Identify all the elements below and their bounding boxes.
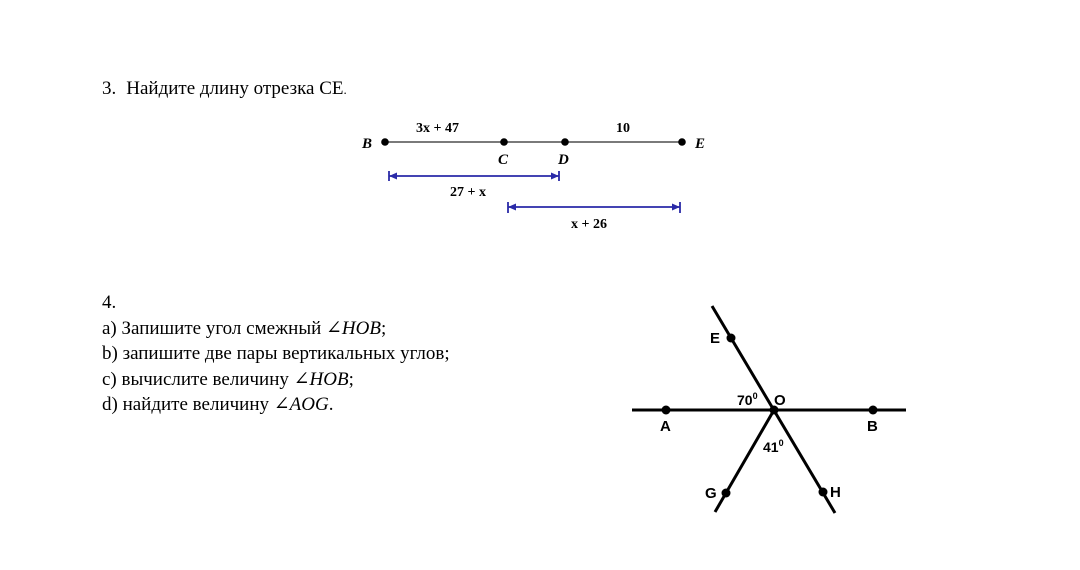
problem-4-b: b) запишите две пары вертикальных углов; — [102, 343, 450, 364]
problem-4-c-end: ; — [348, 368, 354, 390]
problem-4-d-text: d) найдите величину — [102, 394, 274, 415]
angle-41-value: 41 — [763, 439, 779, 455]
problem-4-a-text: a) Запишите угол смежный — [102, 317, 327, 339]
problem-4-number: 4. — [102, 292, 117, 313]
point-b-dot — [869, 406, 878, 415]
problem-3-period: . — [343, 82, 347, 97]
point-h-dot — [819, 488, 828, 497]
problem-3-text: Найдите длину отрезка CE — [126, 78, 344, 99]
angle-41-label — [763, 438, 784, 455]
problem-4-c-angle: ∠HOB — [293, 368, 349, 390]
label-bc: 3x + 47 — [416, 121, 459, 136]
label-g: G — [705, 485, 717, 502]
problem-4-a-end: ; — [380, 317, 387, 339]
label-b: B — [867, 418, 878, 435]
point-a-dot — [662, 406, 671, 415]
label-o: O — [774, 392, 786, 409]
problem-4-c-text: c) вычислите величину — [102, 368, 294, 390]
angle-70-degree: 0 — [752, 391, 758, 401]
label-e: E — [710, 330, 721, 347]
point-g-dot — [722, 489, 731, 498]
problem-4-d-end: . — [328, 394, 334, 415]
point-b-label: B — [362, 136, 373, 152]
angle-70-value: 70 — [737, 392, 753, 408]
problem-4-d-angle: ∠AOG — [273, 394, 329, 415]
label-bd: 27 + x — [450, 185, 486, 200]
problem-4-a-angle: ∠HOB — [326, 317, 381, 339]
point-e-dot — [727, 334, 736, 343]
angle-41-degree: 0 — [778, 438, 784, 448]
label-ce: x + 26 — [571, 217, 607, 232]
label-h: H — [830, 484, 841, 501]
angle-70-label — [737, 391, 758, 408]
point-c-label: C — [498, 152, 509, 168]
label-de: 10 — [616, 121, 630, 136]
label-a: A — [660, 418, 671, 435]
point-e-label: E — [695, 136, 706, 152]
point-d-label: D — [558, 152, 569, 168]
problem-3-number: 3. — [102, 78, 117, 99]
